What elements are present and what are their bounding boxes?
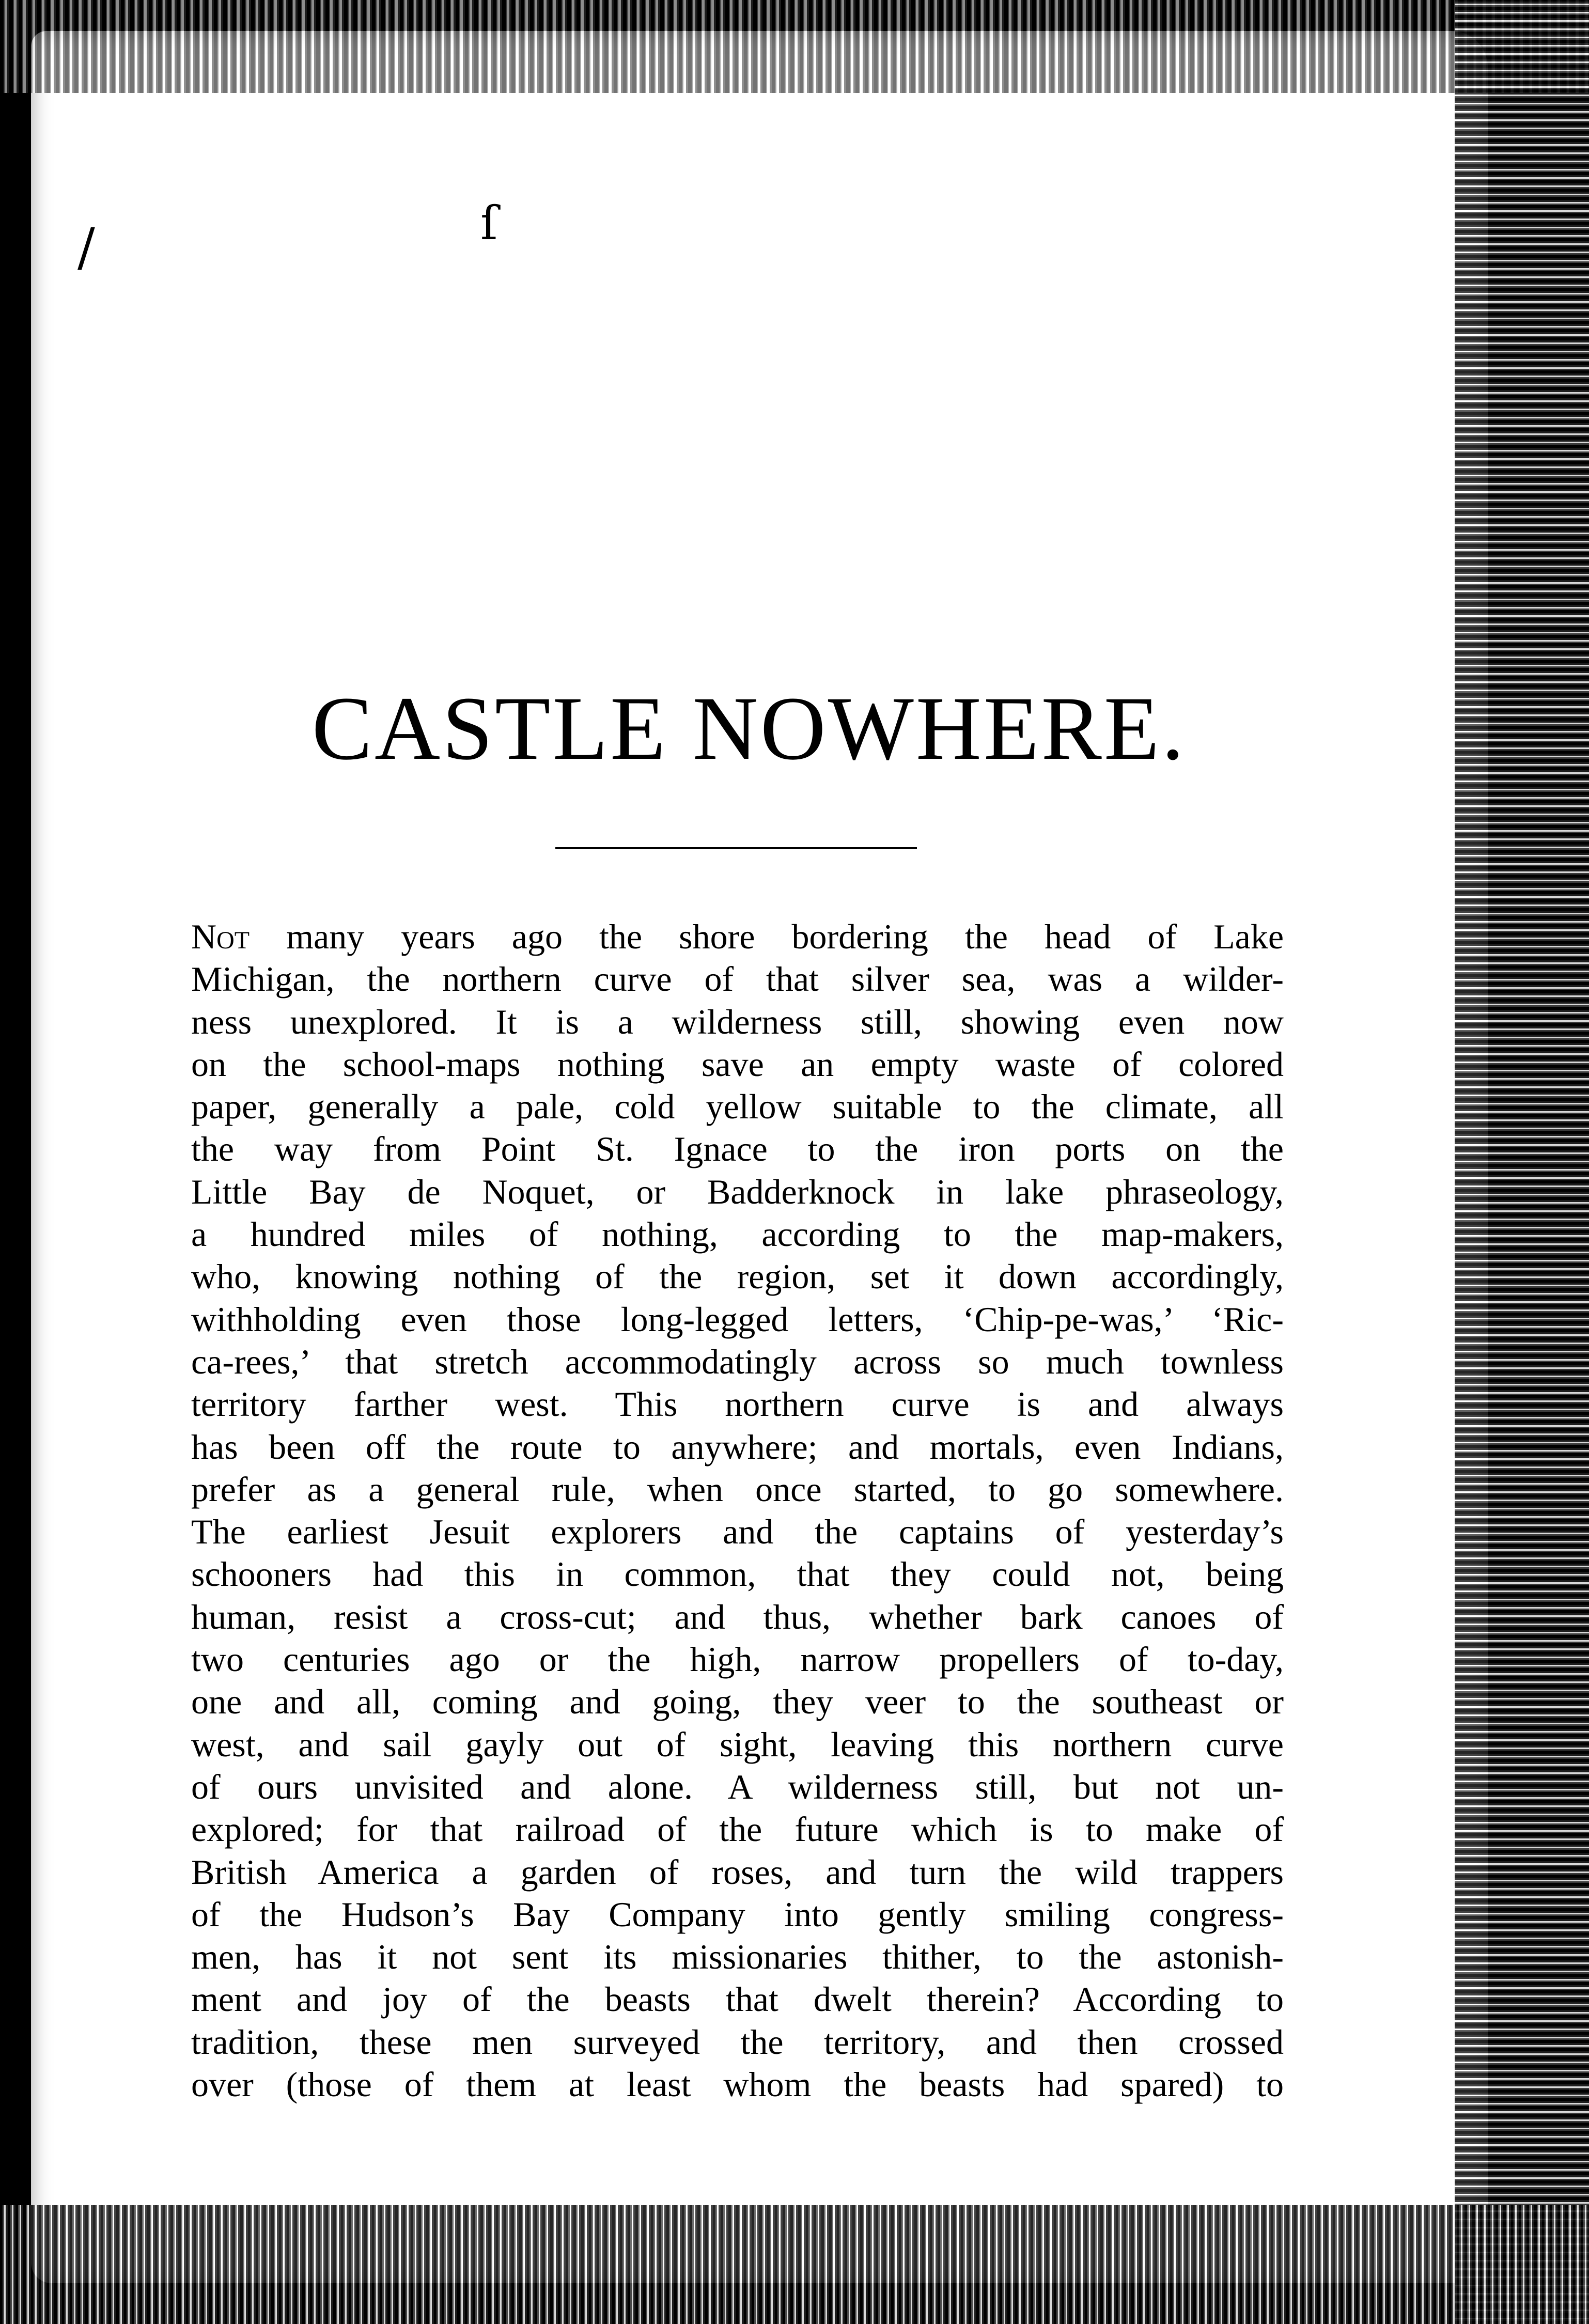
text-line: explored; for that railroad of the future which is to make of <box>191 1810 1284 1849</box>
lead-word: Not <box>191 917 250 956</box>
stray-ink-mark: / <box>77 217 95 277</box>
text-line: a hundred miles of nothing, according to the map-makers, <box>191 1214 1284 1254</box>
text-line: territory farther west. This northern curve is and always <box>191 1384 1284 1424</box>
text-line: Not many years ago the shore bordering the head of Lake <box>191 917 1284 956</box>
body-paragraph <box>191 915 1284 2105</box>
text-line: two centuries ago or the high, narrow propellers of to-day, <box>191 1640 1284 1679</box>
text-line: tradition, these men surveyed the territory, and then crossed <box>191 2022 1284 2062</box>
text-line: withholding even those long-legged letters, ‘Chip-pe-was,’ ‘Ric- <box>191 1299 1284 1339</box>
chapter-title: CASTLE NOWHERE. <box>311 678 1187 779</box>
text-line: west, and sail gayly out of sight, leaving this northern curve <box>191 1724 1284 1764</box>
text-line: on the school-maps nothing save an empty waste of colored <box>191 1044 1284 1084</box>
text-line: of the Hudson’s Bay Company into gently smiling congress- <box>191 1894 1284 1934</box>
title-rule <box>555 847 917 849</box>
stray-ink-mark: ſ <box>480 196 498 251</box>
text-line: one and all, coming and going, they veer to the southeast or <box>191 1682 1284 1722</box>
scan-noise-bottom <box>0 2205 1589 2324</box>
text-line: the way from Point St. Ignace to the iron ports on the <box>191 1129 1284 1169</box>
text-line: of ours unvisited and alone. A wilderness still, but not un- <box>191 1767 1284 1806</box>
text-line: who, knowing nothing of the region, set it down accordingly, <box>191 1257 1284 1297</box>
text-line: British America a garden of roses, and turn the wild trappers <box>191 1852 1284 1892</box>
text-line: Michigan, the northern curve of that silver sea, was a wilder- <box>191 959 1284 999</box>
scan-noise-top <box>0 0 1589 93</box>
text-line: prefer as a general rule, when once started, to go somewhere. <box>191 1469 1284 1509</box>
text-line: ca-rees,’ that stretch accommodatingly across so much townless <box>191 1342 1284 1381</box>
text-line: schooners had this in common, that they could not, being <box>191 1554 1284 1594</box>
text-line: human, resist a cross-cut; and thus, whether bark canoes of <box>191 1597 1284 1636</box>
text-line: over (those of them at least whom the beasts had spared) to <box>191 2065 1284 2104</box>
text-line: ment and joy of the beasts that dwelt therein? According to <box>191 1979 1284 2019</box>
scan-noise-right <box>1455 0 1589 2324</box>
text-line: paper, generally a pale, cold yellow suitable to the climate, all <box>191 1087 1284 1127</box>
text-line: The earliest Jesuit explorers and the captains of yesterday’s <box>191 1512 1284 1552</box>
text-line: Little Bay de Noquet, or Badderknock in lake phraseology, <box>191 1172 1284 1211</box>
text-line: men, has it not sent its missionaries thither, to the astonish- <box>191 1937 1284 1977</box>
text-line: has been off the route to anywhere; and mortals, even Indians, <box>191 1427 1284 1467</box>
text-line: ness unexplored. It is a wilderness still, showing even now <box>191 1002 1284 1041</box>
